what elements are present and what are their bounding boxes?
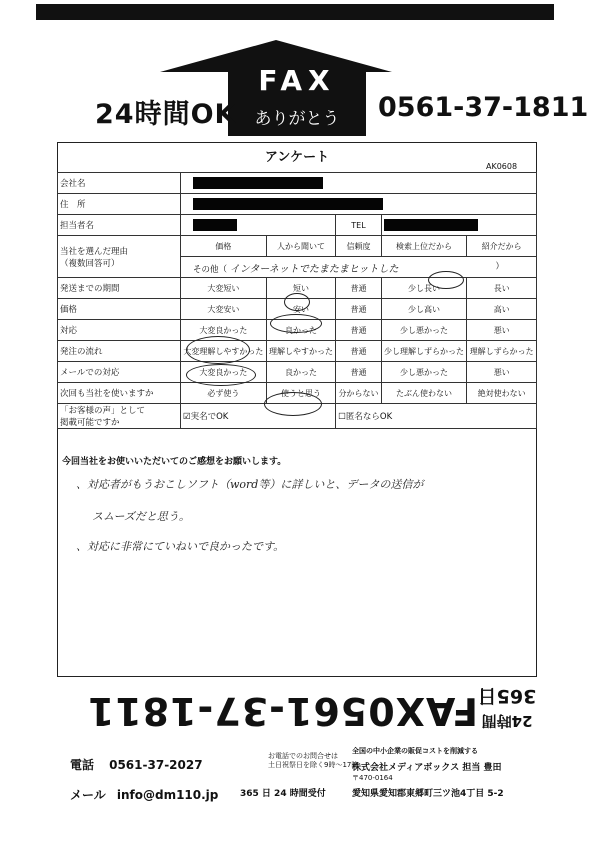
next-opt-4[interactable]: たぶん使わない (381, 383, 467, 404)
company-tagline: 全国の中小企業の販促コストを削減する (352, 747, 478, 755)
reason-other-handwriting: インターネットでたまたまヒットした (229, 263, 399, 275)
voice-opt-realname[interactable]: ☑実名でOK (181, 404, 336, 429)
handdrawn-circle (270, 314, 322, 333)
postal-code: 〒470-0164 (352, 774, 393, 782)
redaction-block (193, 219, 237, 231)
delivery-opt-4[interactable]: 少し長い (381, 278, 467, 299)
redaction-block (384, 219, 478, 231)
email-opt-4[interactable]: 少し悪かった (381, 362, 467, 383)
comment-line: 、対応に非常にていねいで良かったです。 (76, 540, 285, 553)
contact-label: 担当者名 (58, 215, 181, 236)
service-opt-2[interactable]: 良かった (266, 320, 336, 341)
comment-heading: 今回当社をお使いいただいてのご感想をお願いします。 (62, 457, 287, 467)
voice-label-2: 掲載可能ですか (60, 418, 120, 428)
banner-side-top: 365日 (477, 685, 537, 707)
company-field[interactable] (181, 173, 537, 194)
contact-field[interactable] (181, 215, 336, 236)
price-opt-4[interactable]: 少し高い (381, 299, 467, 320)
flow-opt-5[interactable]: 理解しずらかった (467, 341, 537, 362)
email-opt-5[interactable]: 悪い (467, 362, 537, 383)
mail-note: 365 日 24 時間受付 (240, 789, 326, 799)
phone-number[interactable]: 0561-37-2027 (109, 758, 203, 772)
email-opt-3[interactable]: 普通 (336, 362, 381, 383)
flow-opt-1[interactable]: 大変理解しやすかった (181, 341, 267, 362)
tel-field[interactable] (381, 215, 536, 236)
reason-other-label: その他（ (193, 264, 228, 275)
handdrawn-circle (284, 293, 310, 311)
next-opt-5[interactable]: 絶対使わない (467, 383, 537, 404)
phone-note-2: 土日祝祭日を除く9時〜17時 (268, 761, 359, 769)
company-label: 会社名 (58, 173, 181, 194)
service-label: 対応 (58, 320, 181, 341)
delivery-opt-3[interactable]: 普通 (336, 278, 381, 299)
handdrawn-circle (186, 336, 250, 364)
banner-side-bottom: 24時間 (481, 712, 533, 730)
reason-other-cell[interactable] (181, 257, 537, 278)
delivery-opt-5[interactable]: 長い (467, 278, 537, 299)
reason-opt-introduced[interactable]: 紹介だから (467, 236, 537, 257)
price-opt-2[interactable]: 安い (266, 299, 336, 320)
phone-note-1: お電話でのお問合せは (268, 752, 338, 760)
voice-label: 「お客様の声」として (60, 406, 146, 416)
reason-opt-trust[interactable]: 信頼度 (336, 236, 381, 257)
next-opt-3[interactable]: 分からない (336, 383, 381, 404)
mail-label: メール (70, 788, 106, 802)
upside-down-hours-block (462, 684, 552, 732)
handdrawn-circle (186, 364, 256, 386)
price-opt-5[interactable]: 高い (467, 299, 537, 320)
thanks-text: ありがとう (254, 109, 340, 129)
next-opt-1[interactable]: 必ず使う (181, 383, 267, 404)
tel-label: TEL (336, 215, 381, 236)
reason-opt-referral[interactable]: 人から聞いて (266, 236, 336, 257)
redaction-block (193, 198, 383, 210)
company-name: 株式会社メディアボックス 担当 豊田 (352, 763, 502, 773)
email-opt-2[interactable]: 良かった (266, 362, 336, 383)
handdrawn-circle (264, 392, 322, 416)
mail-row (70, 784, 218, 803)
fax-number-text: 0561-37-1811 (378, 92, 589, 123)
reason-label-cell (58, 236, 181, 278)
price-label: 価格 (58, 299, 181, 320)
voice-opt-anonymous[interactable]: ☐匿名ならOK (336, 404, 537, 429)
reason-opt-search[interactable]: 検索上位だから (381, 236, 467, 257)
reason-other-close: ） (495, 261, 504, 272)
address-label: 住 所 (58, 194, 181, 215)
fax-word: FAX (258, 64, 336, 97)
next-opt-2[interactable]: 使うと思う (266, 383, 336, 404)
hours-ok-text: 24時間OK (95, 99, 237, 130)
form-title: アンケート (264, 150, 330, 165)
email-opt-1[interactable]: 大変良かった (181, 362, 267, 383)
delivery-opt-2[interactable]: 短い (266, 278, 336, 299)
service-opt-3[interactable]: 普通 (336, 320, 381, 341)
handdrawn-circle (428, 271, 464, 289)
next-label: 次回も当社を使いますか (58, 383, 181, 404)
comment-line: 、対応者がもうおこしソフト（word等）に詳しいと、データの送信が (76, 478, 424, 491)
comment-line: スムーズだと思う。 (92, 510, 190, 523)
address-field[interactable] (181, 194, 537, 215)
service-opt-4[interactable]: 少し悪かった (381, 320, 467, 341)
delivery-label: 発送までの期間 (58, 278, 181, 299)
reason-note: （複数回答可） (60, 258, 120, 269)
delivery-opt-1[interactable]: 大変短い (181, 278, 267, 299)
price-opt-1[interactable]: 大変安い (181, 299, 267, 320)
company-address: 愛知県愛知郡東郷町三ツ池4丁目 5-2 (352, 789, 504, 799)
upside-down-fax-banner: FAX0561-37-1811 (86, 689, 478, 733)
top-black-bar (36, 4, 554, 20)
flow-opt-2[interactable]: 理解しやすかった (266, 341, 336, 362)
flow-label: 発注の流れ (58, 341, 181, 362)
reason-opt-price[interactable]: 価格 (181, 236, 267, 257)
phone-note (268, 752, 358, 770)
voice-label-cell (58, 404, 181, 429)
price-opt-3[interactable]: 普通 (336, 299, 381, 320)
form-code: AK0608 (486, 162, 518, 171)
service-opt-1[interactable]: 大変良かった (181, 320, 267, 341)
flow-opt-4[interactable]: 少し理解しずらかった (381, 341, 467, 362)
phone-row (70, 754, 203, 773)
reason-label: 当社を選んだ理由 (60, 246, 129, 257)
email-label: メールでの対応 (58, 362, 181, 383)
mail-address[interactable]: info@dm110.jp (116, 788, 219, 802)
flow-opt-3[interactable]: 普通 (336, 341, 381, 362)
redaction-block (193, 177, 323, 189)
service-opt-5[interactable]: 悪い (467, 320, 537, 341)
phone-label: 電話 (70, 758, 95, 772)
